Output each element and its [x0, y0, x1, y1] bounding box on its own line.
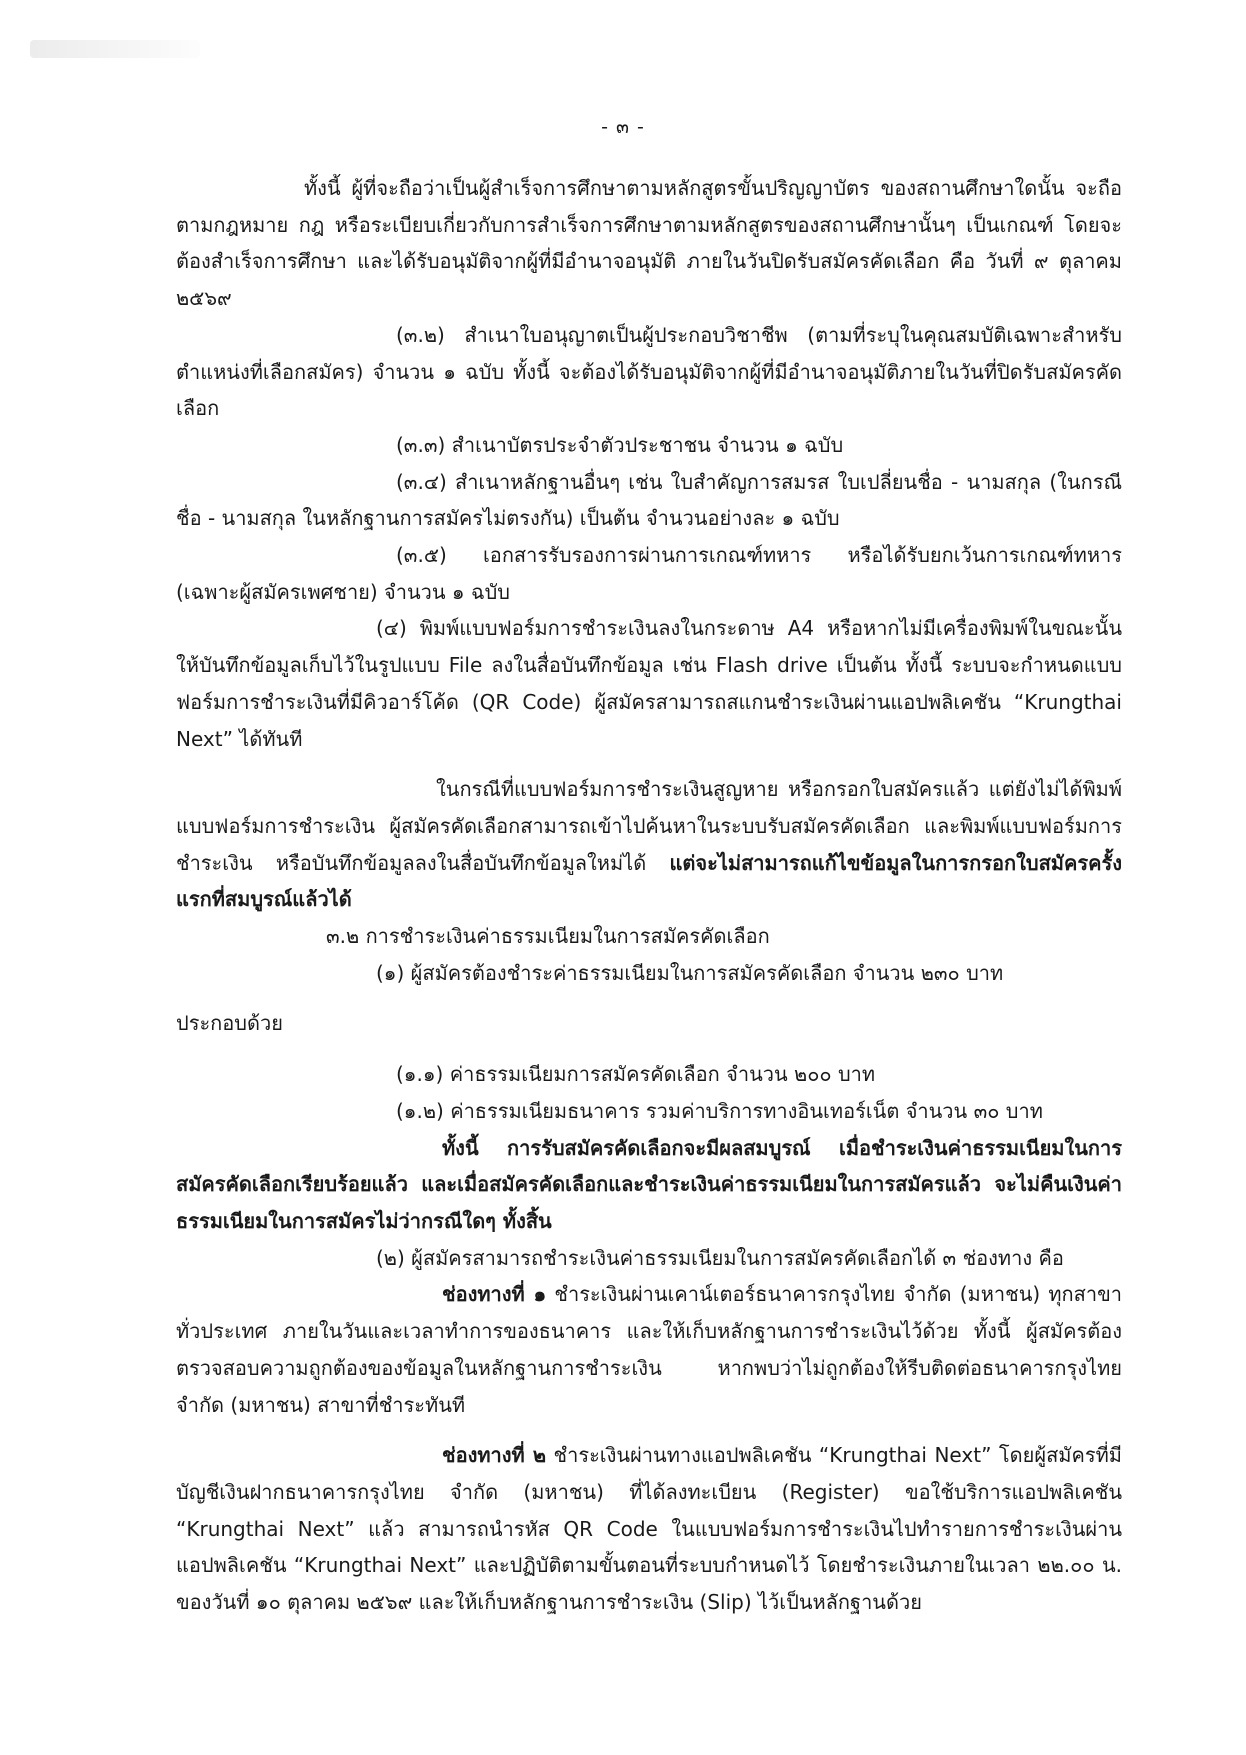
paragraph-p15 [176, 1276, 1122, 1423]
paragraph-p07 [176, 771, 1122, 918]
paragraph-p06 [176, 610, 1122, 757]
paragraph-p14 [176, 1240, 1122, 1277]
paragraph-text: (๓.๕) เอกสารรับรองการผ่านการเกณฑ์ทหาร หรือได้รับยกเว้นการเกณฑ์ทหาร (เฉพาะผู้สมัครเพศชาย) จำนวน ๑ ฉบับ [176, 543, 1122, 604]
paragraph-text: (๑.๑) ค่าธรรมเนียมการสมัครคัดเลือก จำนวน ๒๐๐ บาท [396, 1062, 876, 1087]
paragraph-p03 [176, 427, 1122, 464]
paragraph-p02 [176, 317, 1122, 427]
paragraph-p05 [176, 537, 1122, 610]
paragraph-text: (๑) ผู้สมัครต้องชำระค่าธรรมเนียมในการสมัครคัดเลือก จำนวน ๒๓๐ บาท [376, 960, 1004, 985]
paragraph-p12 [176, 1093, 1122, 1130]
paragraph-p11 [176, 1056, 1122, 1093]
paragraph-text: (๓.๔) สำเนาหลักฐานอื่นๆ เช่น ใบสำคัญการสมรส ใบเปลี่ยนชื่อ - นามสกุล (ในกรณีชื่อ - นามสกุล ในหลักฐานการสมัครไม่ตรงกัน) เป็นต้น จำนวนอย่างละ ๑ ฉบับ [176, 469, 1122, 531]
paragraph-text: ในกรณีที่แบบฟอร์มการชำระเงินสูญหาย หรือกรอกใบสมัครแล้ว แต่ยังไม่ได้พิมพ์แบบฟอร์มการชำระเงิน ผู้สมัครคัดเลือกสามารถเข้าไปค้นหาในระบบรับสมัครคัดเลือก และพิมพ์แบบฟอร์มการชำระเงิน หรือบันทึกข้อมูลลงในสื่อบันทึกข้อมูลใหม่ได้ [176, 777, 1122, 875]
paragraph-text: (๔) พิมพ์แบบฟอร์มการชำระเงินลงในกระดาษ A4 หรือหากไม่มีเครื่องพิมพ์ในขณะนั้น ให้บันทึกข้อมูลเก็บไว้ในรูปแบบ File ลงในสื่อบันทึกข้อมูล เช่น Flash drive เป็นต้น ทั้งนี้ ระบบจะกำหนดแบบฟอร์มการชำระเงินที่มีคิวอาร์โค้ด (QR Code) ผู้สมัครสามารถสแกนชำระเงินผ่านแอปพลิเคชัน “Krungthai Next” ได้ทันที [176, 616, 1122, 751]
paragraph-p01 [176, 170, 1122, 317]
scan-smudge [30, 40, 200, 58]
paragraph-text: ประกอบด้วย [176, 1011, 283, 1036]
document-body [176, 170, 1122, 1621]
paragraph-p16 [176, 1437, 1122, 1621]
page-number: - ๓ - [601, 116, 645, 138]
bold-text: ช่องทางที่ ๒ [442, 1443, 547, 1468]
bold-text: ทั้งนี้ การรับสมัครคัดเลือกจะมีผลสมบูรณ์ เมื่อชำระเงินค่าธรรมเนียมในการสมัครคัดเลือกเรียบร้อยแล้ว และเมื่อสมัครคัดเลือกและชำระเงินค่าธรรมเนียมในการสมัครแล้ว จะไม่คืนเงินค่าธรรมเนียมในการสมัครไม่ว่ากรณีใดๆ ทั้งสิ้น [176, 1135, 1122, 1233]
paragraph-p13 [176, 1130, 1122, 1240]
paragraph-text: ๓.๒ การชำระเงินค่าธรรมเนียมในการสมัครคัดเลือก [326, 924, 770, 949]
paragraph-p04 [176, 464, 1122, 537]
paragraph-p08 [176, 918, 1122, 955]
paragraph-text: (๓.๒) สำเนาใบอนุญาตเป็นผู้ประกอบวิชาชีพ (ตามที่ระบุในคุณสมบัติเฉพาะสำหรับตำแหน่งที่เลือกสมัคร) จำนวน ๑ ฉบับ ทั้งนี้ จะต้องได้รับอนุมัติจากผู้ที่มีอำนาจอนุมัติภายในวันที่ปิดรับสมัครคัดเลือก [176, 322, 1122, 421]
bold-text: ช่องทางที่ ๑ [442, 1282, 547, 1307]
paragraph-text: (๑.๒) ค่าธรรมเนียมธนาคาร รวมค่าบริการทางอินเทอร์เน็ต จำนวน ๓๐ บาท [396, 1098, 1043, 1123]
paragraph-text: (๓.๓) สำเนาบัตรประจำตัวประชาชน จำนวน ๑ ฉบับ [396, 432, 844, 457]
paragraph-p10 [176, 1005, 1122, 1042]
paragraph-text: ชำระเงินผ่านทางแอปพลิเคชัน “Krungthai Next” โดยผู้สมัครที่มีบัญชีเงินฝากธนาคารกรุงไทย จำกัด (มหาชน) ที่ได้ลงทะเบียน (Register) ขอใช้บริการแอปพลิเคชัน “Krungthai Next” แล้ว สามารถนำรหัส QR Code ในแบบฟอร์มการชำระเงินไปทำรายการชำระเงินผ่านแอปพลิเคชัน “Krungthai Next” และปฏิบัติตามขั้นตอนที่ระบบกำหนดไว้ โดยชำระเงินภายในเวลา ๒๒.๐๐ น. ของวันที่ ๑๐ ตุลาคม ๒๕๖๙ และให้เก็บหลักฐานการชำระเงิน (Slip) ไว้เป็นหลักฐานด้วย [176, 1443, 1122, 1615]
bold-text: แต่จะไม่สามารถแก้ไขข้อมูลในการกรอกใบสมัครครั้งแรกที่สมบูรณ์แล้วได้ [176, 850, 1122, 912]
paragraph-text: ชำระเงินผ่านเคาน์เตอร์ธนาคารกรุงไทย จำกัด (มหาชน) ทุกสาขาทั่วประเทศ ภายในวันและเวลาทำการของธนาคาร และให้เก็บหลักฐานการชำระเงินไว้ด้วย ทั้งนี้ ผู้สมัครต้องตรวจสอบความถูกต้องของข้อมูลในหลักฐานการชำระเงิน หากพบว่าไม่ถูกต้องให้รีบติดต่อธนาคารกรุงไทย จำกัด (มหาชน) สาขาที่ชำระทันที [176, 1282, 1122, 1417]
paragraph-p09 [176, 955, 1122, 992]
paragraph-text: (๒) ผู้สมัครสามารถชำระเงินค่าธรรมเนียมในการสมัครคัดเลือกได้ ๓ ช่องทาง คือ [376, 1245, 1064, 1270]
paragraph-text: ทั้งนี้ ผู้ที่จะถือว่าเป็นผู้สำเร็จการศึกษาตามหลักสูตรขั้นปริญญาบัตร ของสถานศึกษาใดนั้น จะถือตามกฎหมาย กฎ หรือระเบียบเกี่ยวกับการสำเร็จการศึกษาตามหลักสูตรของสถานศึกษานั้นๆ เป็นเกณฑ์ โดยจะต้องสำเร็จการศึกษา และได้รับอนุมัติจากผู้ที่มีอำนาจอนุมัติ ภายในวันปิดรับสมัครคัดเลือก คือ วันที่ ๙ ตุลาคม ๒๕๖๙ [176, 176, 1122, 311]
